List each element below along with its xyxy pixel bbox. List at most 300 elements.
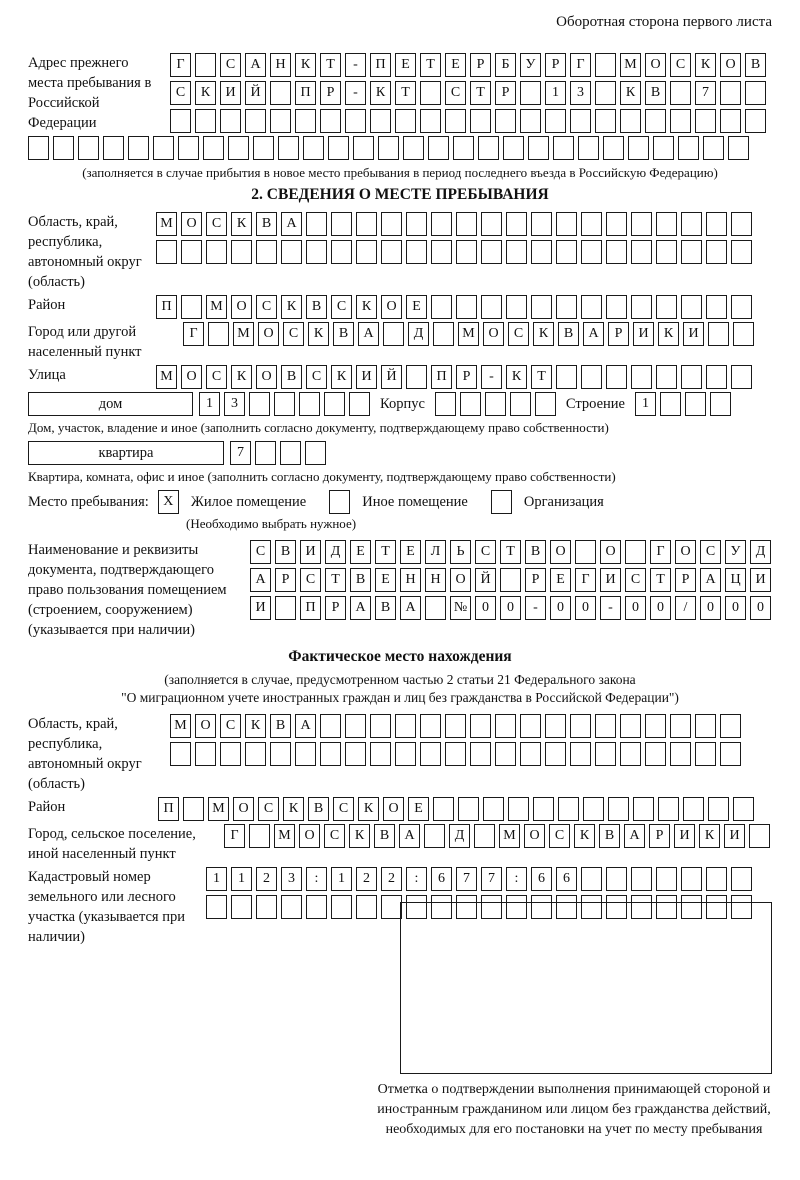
char-cell[interactable]: 7 bbox=[695, 81, 716, 105]
char-cell[interactable]: В bbox=[256, 212, 277, 236]
char-cell[interactable]: У bbox=[520, 53, 541, 77]
char-cell[interactable] bbox=[545, 714, 566, 738]
char-cell[interactable]: К bbox=[699, 824, 720, 848]
char-cell[interactable] bbox=[425, 596, 446, 620]
char-cell[interactable] bbox=[531, 240, 552, 264]
char-cell[interactable] bbox=[28, 136, 49, 160]
char-cell[interactable] bbox=[470, 742, 491, 766]
char-cell[interactable] bbox=[78, 136, 99, 160]
char-cell[interactable] bbox=[595, 742, 616, 766]
char-cell[interactable]: К bbox=[231, 365, 252, 389]
char-cell[interactable]: С bbox=[333, 797, 354, 821]
char-cell[interactable] bbox=[520, 81, 541, 105]
char-cell[interactable]: Б bbox=[495, 53, 516, 77]
char-cell[interactable]: - bbox=[525, 596, 546, 620]
residential-checkbox[interactable]: X bbox=[158, 490, 179, 514]
char-cell[interactable] bbox=[670, 714, 691, 738]
char-cell[interactable]: О bbox=[720, 53, 741, 77]
char-cell[interactable]: П bbox=[370, 53, 391, 77]
char-cell[interactable] bbox=[731, 212, 752, 236]
char-cell[interactable] bbox=[658, 797, 679, 821]
char-cell[interactable]: Т bbox=[320, 53, 341, 77]
char-cell[interactable] bbox=[681, 212, 702, 236]
char-cell[interactable] bbox=[306, 212, 327, 236]
organization-checkbox[interactable] bbox=[491, 490, 512, 514]
char-cell[interactable]: 3 bbox=[224, 392, 245, 416]
char-cell[interactable]: Е bbox=[406, 295, 427, 319]
char-cell[interactable]: 2 bbox=[381, 867, 402, 891]
char-cell[interactable]: М bbox=[206, 295, 227, 319]
char-cell[interactable] bbox=[656, 212, 677, 236]
char-cell[interactable]: Е bbox=[375, 568, 396, 592]
char-cell[interactable] bbox=[420, 109, 441, 133]
char-cell[interactable]: Г bbox=[224, 824, 245, 848]
char-cell[interactable]: В bbox=[599, 824, 620, 848]
char-cell[interactable] bbox=[695, 742, 716, 766]
char-cell[interactable] bbox=[481, 295, 502, 319]
char-cell[interactable] bbox=[631, 240, 652, 264]
char-cell[interactable]: Р bbox=[470, 53, 491, 77]
char-cell[interactable]: В bbox=[745, 53, 766, 77]
char-cell[interactable]: 0 bbox=[575, 596, 596, 620]
char-cell[interactable]: Т bbox=[420, 53, 441, 77]
char-cell[interactable]: - bbox=[345, 53, 366, 77]
char-cell[interactable] bbox=[608, 797, 629, 821]
char-cell[interactable] bbox=[531, 212, 552, 236]
char-cell[interactable] bbox=[510, 392, 531, 416]
char-cell[interactable]: Т bbox=[325, 568, 346, 592]
char-cell[interactable]: 1 bbox=[206, 867, 227, 891]
char-cell[interactable] bbox=[606, 212, 627, 236]
char-cell[interactable] bbox=[506, 295, 527, 319]
char-cell[interactable] bbox=[433, 322, 454, 346]
char-cell[interactable] bbox=[356, 895, 377, 919]
char-cell[interactable] bbox=[556, 295, 577, 319]
char-cell[interactable]: С bbox=[324, 824, 345, 848]
char-cell[interactable]: А bbox=[281, 212, 302, 236]
char-cell[interactable]: 2 bbox=[356, 867, 377, 891]
char-cell[interactable] bbox=[500, 568, 521, 592]
char-cell[interactable] bbox=[556, 365, 577, 389]
char-cell[interactable] bbox=[506, 240, 527, 264]
char-cell[interactable] bbox=[406, 240, 427, 264]
char-cell[interactable]: - bbox=[345, 81, 366, 105]
char-cell[interactable]: 1 bbox=[635, 392, 656, 416]
char-cell[interactable]: Е bbox=[350, 540, 371, 564]
char-cell[interactable] bbox=[478, 136, 499, 160]
char-cell[interactable] bbox=[556, 240, 577, 264]
char-cell[interactable]: С bbox=[300, 568, 321, 592]
char-cell[interactable]: 0 bbox=[625, 596, 646, 620]
char-cell[interactable]: П bbox=[431, 365, 452, 389]
char-cell[interactable] bbox=[570, 742, 591, 766]
char-cell[interactable] bbox=[633, 797, 654, 821]
char-cell[interactable] bbox=[395, 742, 416, 766]
char-cell[interactable]: 6 bbox=[556, 867, 577, 891]
char-cell[interactable]: М bbox=[170, 714, 191, 738]
char-cell[interactable]: К bbox=[620, 81, 641, 105]
char-cell[interactable] bbox=[733, 797, 754, 821]
char-cell[interactable]: Т bbox=[395, 81, 416, 105]
char-cell[interactable]: И bbox=[750, 568, 771, 592]
char-cell[interactable] bbox=[345, 109, 366, 133]
char-cell[interactable]: О bbox=[483, 322, 504, 346]
char-cell[interactable] bbox=[255, 441, 276, 465]
char-cell[interactable] bbox=[581, 240, 602, 264]
char-cell[interactable]: С bbox=[220, 714, 241, 738]
char-cell[interactable] bbox=[178, 136, 199, 160]
char-cell[interactable] bbox=[460, 392, 481, 416]
char-cell[interactable] bbox=[453, 136, 474, 160]
char-cell[interactable]: 6 bbox=[531, 867, 552, 891]
char-cell[interactable] bbox=[706, 295, 727, 319]
char-cell[interactable] bbox=[703, 136, 724, 160]
char-cell[interactable] bbox=[295, 742, 316, 766]
char-cell[interactable] bbox=[249, 824, 270, 848]
char-cell[interactable]: О bbox=[383, 797, 404, 821]
char-cell[interactable] bbox=[656, 240, 677, 264]
char-cell[interactable]: Р bbox=[525, 568, 546, 592]
char-cell[interactable] bbox=[685, 392, 706, 416]
char-cell[interactable]: К bbox=[195, 81, 216, 105]
char-cell[interactable] bbox=[606, 240, 627, 264]
char-cell[interactable] bbox=[281, 895, 302, 919]
char-cell[interactable] bbox=[445, 742, 466, 766]
char-cell[interactable] bbox=[456, 212, 477, 236]
char-cell[interactable]: И bbox=[220, 81, 241, 105]
char-cell[interactable]: С bbox=[306, 365, 327, 389]
char-cell[interactable] bbox=[305, 441, 326, 465]
char-cell[interactable] bbox=[533, 797, 554, 821]
house-type-box[interactable]: дом bbox=[28, 392, 193, 416]
char-cell[interactable]: А bbox=[250, 568, 271, 592]
char-cell[interactable]: В bbox=[275, 540, 296, 564]
char-cell[interactable]: Н bbox=[400, 568, 421, 592]
apartment-type-box[interactable]: квартира bbox=[28, 441, 224, 465]
char-cell[interactable]: А bbox=[624, 824, 645, 848]
char-cell[interactable]: О bbox=[195, 714, 216, 738]
char-cell[interactable] bbox=[153, 136, 174, 160]
char-cell[interactable]: С bbox=[700, 540, 721, 564]
char-cell[interactable] bbox=[720, 714, 741, 738]
char-cell[interactable]: С bbox=[170, 81, 191, 105]
char-cell[interactable]: К bbox=[283, 797, 304, 821]
char-cell[interactable] bbox=[603, 136, 624, 160]
char-cell[interactable]: А bbox=[399, 824, 420, 848]
char-cell[interactable] bbox=[220, 109, 241, 133]
char-cell[interactable] bbox=[595, 81, 616, 105]
char-cell[interactable]: С bbox=[206, 365, 227, 389]
char-cell[interactable]: Р bbox=[275, 568, 296, 592]
char-cell[interactable] bbox=[645, 109, 666, 133]
char-cell[interactable] bbox=[345, 714, 366, 738]
char-cell[interactable] bbox=[545, 109, 566, 133]
char-cell[interactable] bbox=[631, 295, 652, 319]
char-cell[interactable] bbox=[625, 540, 646, 564]
char-cell[interactable] bbox=[506, 212, 527, 236]
char-cell[interactable] bbox=[731, 867, 752, 891]
char-cell[interactable]: Л bbox=[425, 540, 446, 564]
char-cell[interactable] bbox=[331, 895, 352, 919]
char-cell[interactable] bbox=[356, 212, 377, 236]
char-cell[interactable] bbox=[620, 714, 641, 738]
char-cell[interactable]: 1 bbox=[199, 392, 220, 416]
char-cell[interactable] bbox=[381, 895, 402, 919]
char-cell[interactable] bbox=[395, 714, 416, 738]
char-cell[interactable] bbox=[428, 136, 449, 160]
char-cell[interactable] bbox=[278, 136, 299, 160]
char-cell[interactable]: Р bbox=[320, 81, 341, 105]
char-cell[interactable]: О bbox=[600, 540, 621, 564]
char-cell[interactable] bbox=[270, 109, 291, 133]
char-cell[interactable]: К bbox=[349, 824, 370, 848]
char-cell[interactable] bbox=[353, 136, 374, 160]
char-cell[interactable]: Р bbox=[495, 81, 516, 105]
char-cell[interactable] bbox=[745, 109, 766, 133]
char-cell[interactable] bbox=[103, 136, 124, 160]
char-cell[interactable] bbox=[570, 109, 591, 133]
char-cell[interactable]: О bbox=[524, 824, 545, 848]
char-cell[interactable] bbox=[270, 742, 291, 766]
char-cell[interactable] bbox=[256, 240, 277, 264]
char-cell[interactable]: В bbox=[645, 81, 666, 105]
char-cell[interactable]: Й bbox=[475, 568, 496, 592]
char-cell[interactable] bbox=[683, 797, 704, 821]
char-cell[interactable]: Д bbox=[750, 540, 771, 564]
char-cell[interactable] bbox=[170, 742, 191, 766]
char-cell[interactable] bbox=[656, 295, 677, 319]
char-cell[interactable] bbox=[678, 136, 699, 160]
char-cell[interactable]: Г bbox=[570, 53, 591, 77]
char-cell[interactable] bbox=[631, 212, 652, 236]
char-cell[interactable] bbox=[295, 109, 316, 133]
char-cell[interactable]: С bbox=[549, 824, 570, 848]
char-cell[interactable]: А bbox=[295, 714, 316, 738]
char-cell[interactable]: С bbox=[206, 212, 227, 236]
char-cell[interactable]: И bbox=[633, 322, 654, 346]
char-cell[interactable]: О bbox=[181, 212, 202, 236]
char-cell[interactable]: К bbox=[331, 365, 352, 389]
char-cell[interactable]: Е bbox=[445, 53, 466, 77]
char-cell[interactable] bbox=[299, 392, 320, 416]
char-cell[interactable]: Е bbox=[400, 540, 421, 564]
char-cell[interactable]: А bbox=[350, 596, 371, 620]
char-cell[interactable]: : bbox=[306, 867, 327, 891]
char-cell[interactable] bbox=[420, 81, 441, 105]
char-cell[interactable]: М bbox=[156, 212, 177, 236]
char-cell[interactable]: 1 bbox=[545, 81, 566, 105]
char-cell[interactable] bbox=[681, 867, 702, 891]
char-cell[interactable] bbox=[435, 392, 456, 416]
char-cell[interactable] bbox=[206, 240, 227, 264]
char-cell[interactable] bbox=[631, 867, 652, 891]
char-cell[interactable]: В bbox=[333, 322, 354, 346]
char-cell[interactable]: П bbox=[295, 81, 316, 105]
char-cell[interactable] bbox=[531, 295, 552, 319]
char-cell[interactable] bbox=[720, 81, 741, 105]
char-cell[interactable]: Р bbox=[649, 824, 670, 848]
char-cell[interactable]: Г bbox=[183, 322, 204, 346]
char-cell[interactable]: К bbox=[574, 824, 595, 848]
char-cell[interactable]: С bbox=[475, 540, 496, 564]
char-cell[interactable]: М bbox=[458, 322, 479, 346]
char-cell[interactable]: О bbox=[381, 295, 402, 319]
char-cell[interactable] bbox=[370, 742, 391, 766]
char-cell[interactable] bbox=[195, 53, 216, 77]
char-cell[interactable]: П bbox=[158, 797, 179, 821]
char-cell[interactable] bbox=[645, 742, 666, 766]
char-cell[interactable]: А bbox=[245, 53, 266, 77]
other-premises-checkbox[interactable] bbox=[329, 490, 350, 514]
char-cell[interactable] bbox=[556, 212, 577, 236]
char-cell[interactable] bbox=[231, 895, 252, 919]
char-cell[interactable]: 0 bbox=[500, 596, 521, 620]
char-cell[interactable]: 1 bbox=[231, 867, 252, 891]
char-cell[interactable] bbox=[553, 136, 574, 160]
char-cell[interactable] bbox=[520, 109, 541, 133]
char-cell[interactable] bbox=[381, 212, 402, 236]
char-cell[interactable] bbox=[345, 742, 366, 766]
char-cell[interactable] bbox=[495, 742, 516, 766]
char-cell[interactable] bbox=[708, 797, 729, 821]
char-cell[interactable] bbox=[431, 295, 452, 319]
char-cell[interactable]: В bbox=[306, 295, 327, 319]
char-cell[interactable] bbox=[256, 895, 277, 919]
char-cell[interactable] bbox=[745, 81, 766, 105]
char-cell[interactable] bbox=[545, 742, 566, 766]
char-cell[interactable]: К bbox=[295, 53, 316, 77]
char-cell[interactable] bbox=[331, 240, 352, 264]
char-cell[interactable] bbox=[695, 714, 716, 738]
char-cell[interactable]: 6 bbox=[431, 867, 452, 891]
char-cell[interactable]: Ц bbox=[725, 568, 746, 592]
char-cell[interactable]: С bbox=[331, 295, 352, 319]
char-cell[interactable] bbox=[395, 109, 416, 133]
char-cell[interactable]: А bbox=[583, 322, 604, 346]
char-cell[interactable] bbox=[206, 895, 227, 919]
char-cell[interactable]: В bbox=[308, 797, 329, 821]
char-cell[interactable] bbox=[681, 365, 702, 389]
char-cell[interactable] bbox=[720, 109, 741, 133]
char-cell[interactable] bbox=[406, 212, 427, 236]
char-cell[interactable]: С bbox=[670, 53, 691, 77]
char-cell[interactable]: : bbox=[406, 867, 427, 891]
char-cell[interactable]: / bbox=[675, 596, 696, 620]
char-cell[interactable] bbox=[733, 322, 754, 346]
char-cell[interactable]: 0 bbox=[700, 596, 721, 620]
char-cell[interactable]: - bbox=[600, 596, 621, 620]
char-cell[interactable]: 1 bbox=[331, 867, 352, 891]
char-cell[interactable] bbox=[481, 212, 502, 236]
char-cell[interactable] bbox=[220, 742, 241, 766]
char-cell[interactable]: У bbox=[725, 540, 746, 564]
char-cell[interactable]: Д bbox=[408, 322, 429, 346]
char-cell[interactable] bbox=[431, 212, 452, 236]
char-cell[interactable]: Ь bbox=[450, 540, 471, 564]
char-cell[interactable] bbox=[570, 714, 591, 738]
char-cell[interactable] bbox=[274, 392, 295, 416]
char-cell[interactable] bbox=[431, 240, 452, 264]
char-cell[interactable] bbox=[249, 392, 270, 416]
char-cell[interactable]: К bbox=[506, 365, 527, 389]
char-cell[interactable] bbox=[253, 136, 274, 160]
char-cell[interactable]: В bbox=[558, 322, 579, 346]
char-cell[interactable] bbox=[456, 295, 477, 319]
char-cell[interactable]: 0 bbox=[650, 596, 671, 620]
char-cell[interactable] bbox=[474, 824, 495, 848]
char-cell[interactable]: № bbox=[450, 596, 471, 620]
char-cell[interactable]: И bbox=[600, 568, 621, 592]
char-cell[interactable]: А bbox=[700, 568, 721, 592]
char-cell[interactable]: С bbox=[220, 53, 241, 77]
char-cell[interactable] bbox=[281, 240, 302, 264]
char-cell[interactable]: Т bbox=[500, 540, 521, 564]
char-cell[interactable] bbox=[708, 322, 729, 346]
char-cell[interactable]: Т bbox=[375, 540, 396, 564]
char-cell[interactable] bbox=[731, 365, 752, 389]
char-cell[interactable]: С bbox=[445, 81, 466, 105]
char-cell[interactable] bbox=[231, 240, 252, 264]
char-cell[interactable]: С bbox=[508, 322, 529, 346]
char-cell[interactable] bbox=[420, 742, 441, 766]
char-cell[interactable] bbox=[681, 240, 702, 264]
char-cell[interactable] bbox=[706, 365, 727, 389]
char-cell[interactable] bbox=[181, 240, 202, 264]
char-cell[interactable] bbox=[495, 109, 516, 133]
char-cell[interactable]: И bbox=[300, 540, 321, 564]
char-cell[interactable]: В bbox=[375, 596, 396, 620]
char-cell[interactable]: Р bbox=[456, 365, 477, 389]
char-cell[interactable]: 7 bbox=[230, 441, 251, 465]
char-cell[interactable] bbox=[470, 109, 491, 133]
char-cell[interactable] bbox=[706, 867, 727, 891]
char-cell[interactable]: К bbox=[695, 53, 716, 77]
char-cell[interactable] bbox=[470, 714, 491, 738]
char-cell[interactable] bbox=[383, 322, 404, 346]
char-cell[interactable]: О bbox=[233, 797, 254, 821]
char-cell[interactable]: Е bbox=[408, 797, 429, 821]
char-cell[interactable] bbox=[558, 797, 579, 821]
char-cell[interactable] bbox=[656, 365, 677, 389]
char-cell[interactable]: 0 bbox=[550, 596, 571, 620]
char-cell[interactable] bbox=[606, 295, 627, 319]
char-cell[interactable] bbox=[749, 824, 770, 848]
char-cell[interactable]: М bbox=[156, 365, 177, 389]
char-cell[interactable] bbox=[208, 322, 229, 346]
char-cell[interactable]: О bbox=[645, 53, 666, 77]
char-cell[interactable] bbox=[581, 295, 602, 319]
char-cell[interactable]: О bbox=[675, 540, 696, 564]
char-cell[interactable] bbox=[324, 392, 345, 416]
char-cell[interactable] bbox=[520, 742, 541, 766]
char-cell[interactable] bbox=[670, 81, 691, 105]
char-cell[interactable]: 7 bbox=[481, 867, 502, 891]
char-cell[interactable]: К bbox=[658, 322, 679, 346]
char-cell[interactable] bbox=[349, 392, 370, 416]
char-cell[interactable]: О bbox=[181, 365, 202, 389]
char-cell[interactable]: 0 bbox=[475, 596, 496, 620]
char-cell[interactable] bbox=[583, 797, 604, 821]
char-cell[interactable]: Д bbox=[449, 824, 470, 848]
char-cell[interactable]: К bbox=[356, 295, 377, 319]
char-cell[interactable] bbox=[445, 714, 466, 738]
char-cell[interactable]: 3 bbox=[281, 867, 302, 891]
char-cell[interactable]: Д bbox=[325, 540, 346, 564]
char-cell[interactable]: О bbox=[256, 365, 277, 389]
char-cell[interactable]: И bbox=[250, 596, 271, 620]
char-cell[interactable] bbox=[670, 109, 691, 133]
char-cell[interactable]: Р bbox=[325, 596, 346, 620]
